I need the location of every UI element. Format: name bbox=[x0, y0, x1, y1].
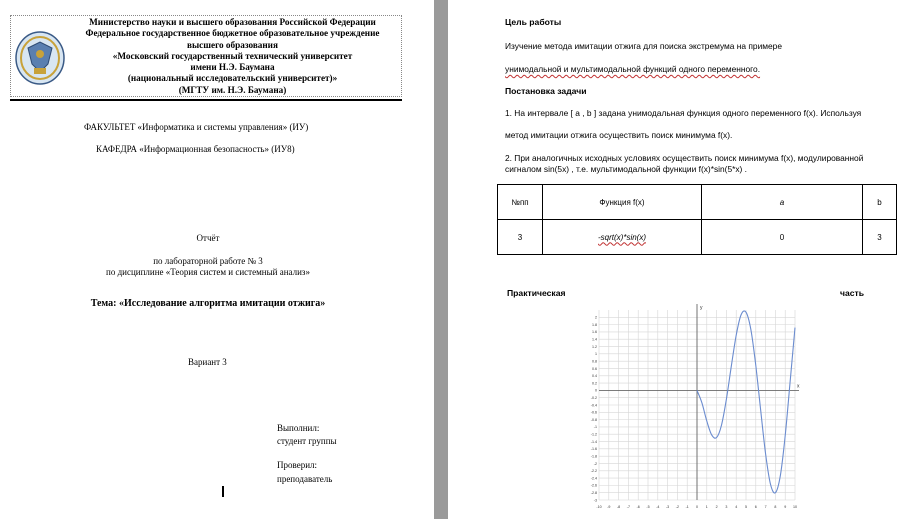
work-page bbox=[448, 0, 905, 519]
function-chart bbox=[585, 300, 805, 515]
y-axis-label: y bbox=[700, 305, 703, 311]
header-rule bbox=[10, 99, 402, 101]
faculty-line: ФАКУЛЬТЕТ «Информатика и системы управления» (ИУ) bbox=[84, 122, 309, 132]
y-tick-label: -2.4 bbox=[590, 476, 597, 481]
text-cursor bbox=[222, 486, 224, 497]
x-tick-label: -1 bbox=[685, 505, 689, 509]
table-cell: 0 bbox=[702, 220, 863, 255]
checked-value: преподаватель bbox=[277, 474, 333, 484]
y-tick-label: -1.4 bbox=[590, 439, 597, 444]
y-tick-label: 0.8 bbox=[592, 359, 597, 364]
y-tick-label: -1.6 bbox=[590, 447, 597, 452]
y-tick-label: 1 bbox=[595, 352, 597, 357]
y-tick-label: -0.4 bbox=[590, 403, 597, 408]
title-page bbox=[0, 0, 434, 519]
table-cell: 3 bbox=[498, 220, 543, 255]
table-cell: -sqrt(x)*sin(x) bbox=[543, 220, 702, 255]
task-table bbox=[497, 184, 897, 255]
x-tick-label: 2 bbox=[715, 505, 718, 509]
header-line: Федеральное государственное бюджетное образовательное учреждение bbox=[85, 28, 380, 39]
x-tick-label: 0 bbox=[696, 505, 698, 509]
x-tick-label: 9 bbox=[784, 505, 787, 509]
y-tick-label: -2.6 bbox=[590, 483, 597, 488]
y-tick-label: 1.4 bbox=[592, 337, 597, 342]
header-line: высшего образования bbox=[187, 39, 278, 50]
ministry-header bbox=[70, 17, 395, 96]
task-line: сигналом sin(5x) , т.е. мультимодальной функции f(x)*sin(5*x) . bbox=[505, 164, 748, 174]
x-tick-label: -4 bbox=[656, 505, 660, 509]
x-tick-label: -7 bbox=[626, 505, 631, 509]
y-tick-label: 0.4 bbox=[592, 374, 597, 379]
department-line: КАФЕДРА «Информационная безопасность» (ИУ8) bbox=[96, 144, 295, 154]
task-line: 1. На интервале [ a , b ] задана унимодальная функция одного переменного f(x). Используя bbox=[505, 108, 862, 118]
header-line: «Московский государственный технический университет bbox=[112, 50, 353, 61]
practical-heading-left: Практическая bbox=[507, 288, 566, 298]
goal-line: Изучение метода имитации отжига для поиска экстремума на примере bbox=[505, 41, 782, 51]
x-tick-label: 10 bbox=[793, 505, 797, 509]
x-tick-label: -6 bbox=[636, 505, 640, 509]
y-tick-label: -0.6 bbox=[590, 410, 597, 415]
x-tick-label: -5 bbox=[646, 505, 650, 509]
table-row bbox=[498, 220, 897, 255]
goal-line: унимодальной и мультимодальной функций одного переменного. bbox=[505, 64, 761, 74]
table-cell: 3 bbox=[863, 220, 897, 255]
goal-heading: Цель работы bbox=[505, 17, 562, 27]
header-line: (МГТУ им. Н.Э. Баумана) bbox=[178, 84, 287, 95]
y-tick-label: 0 bbox=[595, 388, 597, 393]
y-tick-label: -3 bbox=[593, 498, 597, 503]
x-tick-label: -10 bbox=[596, 505, 602, 509]
table-header-cell: Функция f(x) bbox=[543, 185, 702, 220]
chart-svg bbox=[585, 300, 805, 515]
task-heading: Постановка задачи bbox=[505, 86, 587, 96]
y-tick-label: -2.2 bbox=[590, 469, 597, 474]
x-tick-label: 5 bbox=[745, 505, 747, 509]
y-tick-label: 1.6 bbox=[592, 330, 597, 335]
checked-label: Проверил: bbox=[277, 460, 317, 470]
report-title: Отчёт bbox=[196, 233, 220, 243]
table-header-cell: a bbox=[702, 185, 863, 220]
table-header-row bbox=[498, 185, 897, 220]
y-tick-label: -0.2 bbox=[590, 395, 597, 400]
performed-label: Выполнил: bbox=[277, 423, 320, 433]
header-line: имени Н.Э. Баумана bbox=[190, 62, 275, 73]
task-line: 2. При аналогичных исходных условиях осуществить поиск минимума f(x), модулированной bbox=[505, 153, 864, 163]
performed-value: студент группы bbox=[277, 436, 337, 446]
x-tick-label: 6 bbox=[754, 505, 757, 509]
y-tick-label: -1.2 bbox=[590, 432, 597, 437]
variant-line: Вариант 3 bbox=[188, 357, 227, 367]
y-tick-label: 0.2 bbox=[592, 381, 597, 386]
topic-line: Тема: «Исследование алгоритма имитации отжига» bbox=[90, 298, 326, 309]
table-header-cell: №пп bbox=[498, 185, 543, 220]
x-tick-label: -3 bbox=[665, 505, 670, 509]
y-tick-label: -2 bbox=[593, 461, 597, 466]
y-tick-label: 2 bbox=[595, 315, 597, 320]
page-gap bbox=[434, 0, 448, 519]
x-tick-label: 8 bbox=[774, 505, 777, 509]
discipline-line: по дисциплине «Теория систем и системный анализ» bbox=[106, 267, 310, 277]
table-header-cell: b bbox=[863, 185, 897, 220]
y-tick-label: 1.2 bbox=[592, 344, 597, 349]
y-tick-label: -1 bbox=[593, 425, 597, 430]
y-tick-label: -1.8 bbox=[590, 454, 597, 459]
y-tick-label: -2.8 bbox=[590, 490, 597, 495]
practical-heading-right: часть bbox=[840, 288, 865, 298]
x-tick-label: 7 bbox=[764, 505, 767, 509]
x-tick-label: -2 bbox=[675, 505, 680, 509]
x-tick-label: 4 bbox=[735, 505, 738, 509]
x-tick-label: 1 bbox=[705, 505, 708, 509]
y-tick-label: -0.8 bbox=[590, 417, 597, 422]
y-tick-label: 1.8 bbox=[592, 322, 597, 327]
y-tick-label: 0.6 bbox=[592, 366, 597, 371]
x-tick-label: -8 bbox=[616, 505, 621, 509]
header-line: Министерство науки и высшего образования Российской Федерации bbox=[89, 17, 376, 27]
university-emblem-icon bbox=[14, 30, 66, 86]
x-axis-label: x bbox=[797, 383, 800, 390]
task-line: метод имитации отжига осуществить поиск минимума f(x). bbox=[505, 130, 733, 140]
lab-line: по лабораторной работе № 3 bbox=[153, 256, 263, 266]
header-line: (национальный исследовательский университет)» bbox=[127, 73, 338, 84]
x-tick-label: -9 bbox=[607, 505, 611, 509]
x-tick-label: 3 bbox=[725, 505, 728, 509]
